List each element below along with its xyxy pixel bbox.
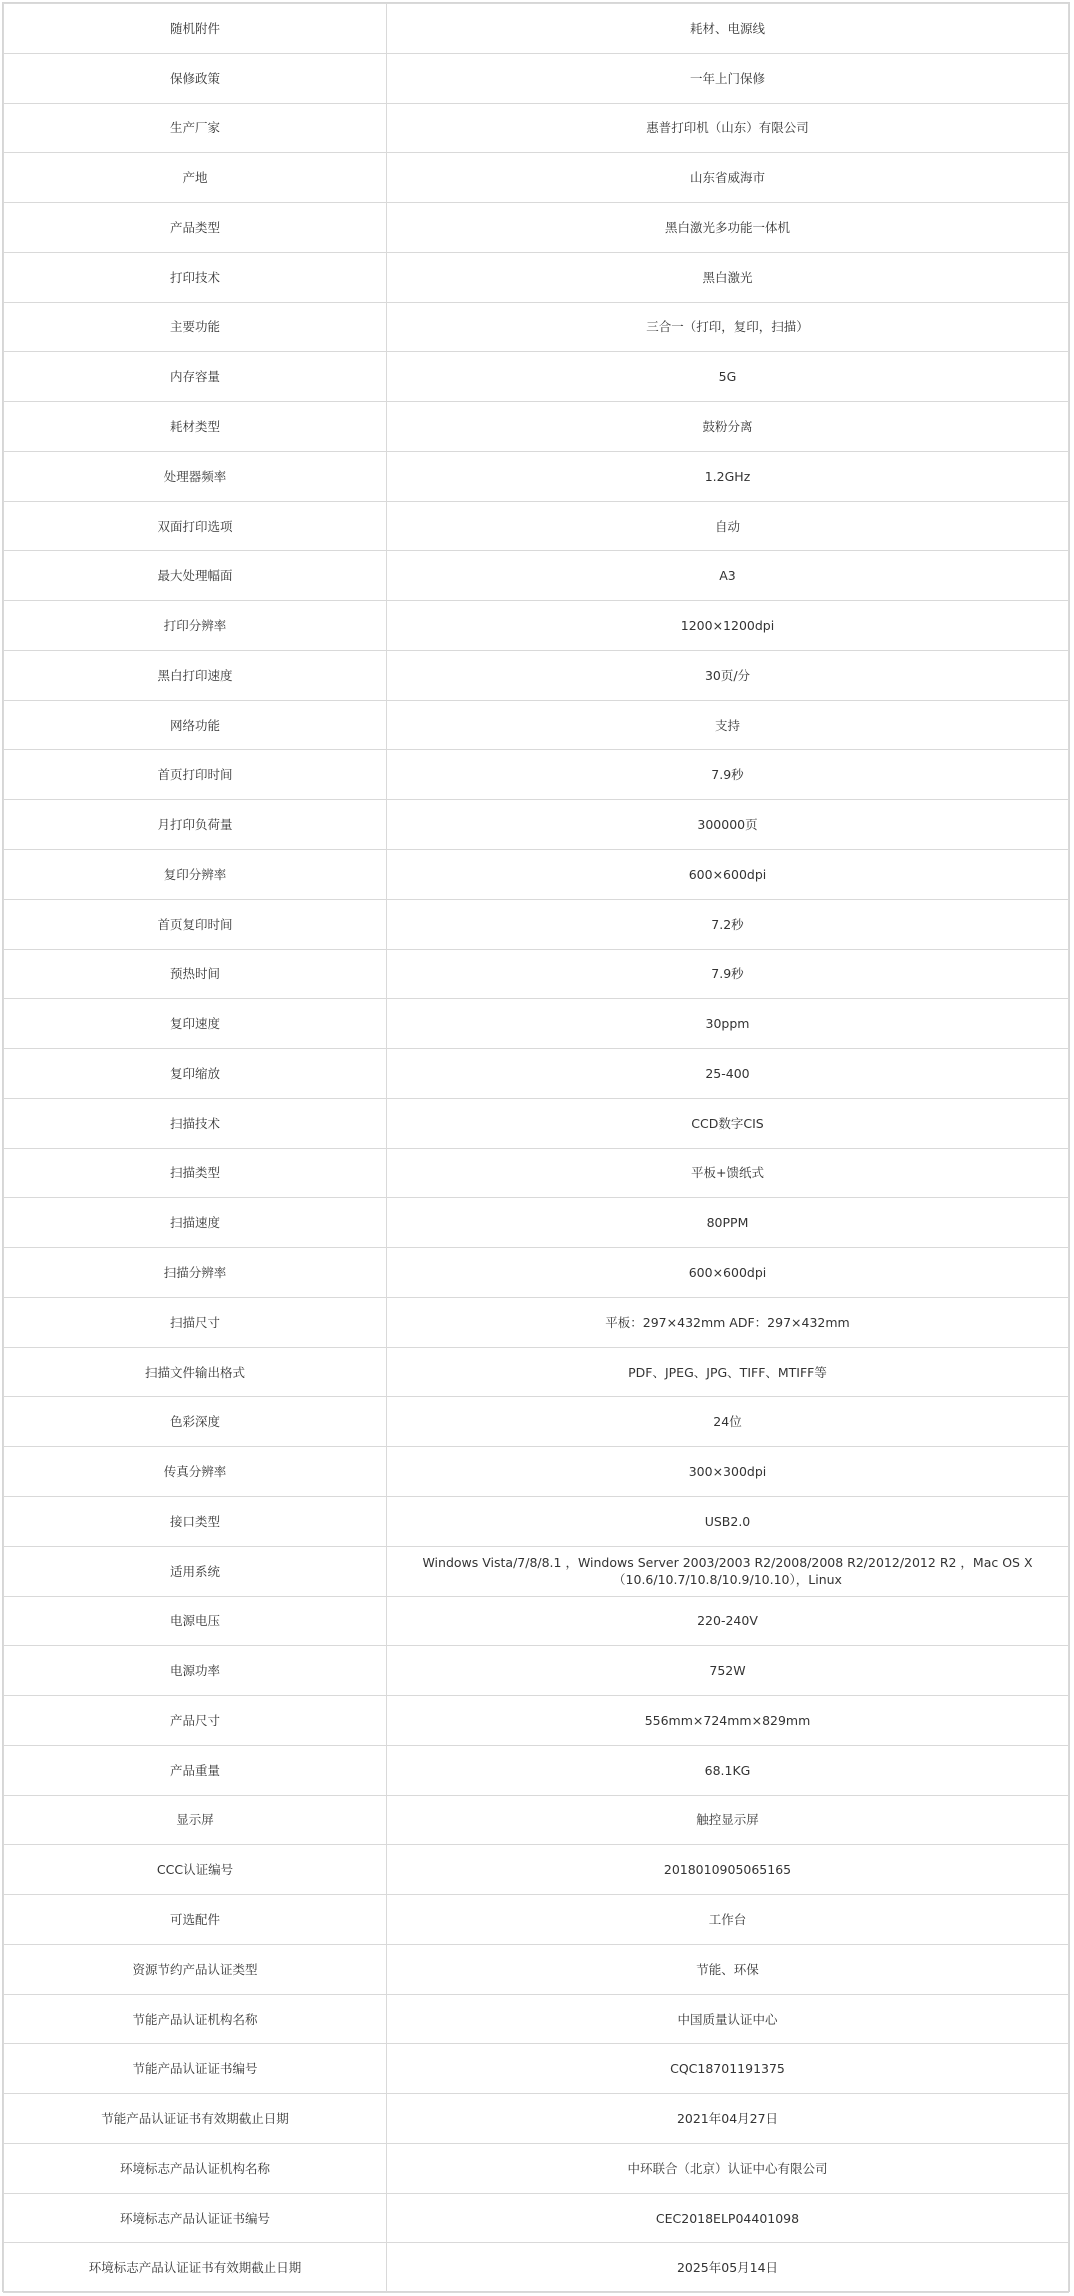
spec-label: 首页打印时间 bbox=[4, 750, 387, 800]
table-row bbox=[4, 1944, 1069, 1994]
spec-table-body bbox=[4, 4, 1069, 2293]
table-row bbox=[4, 1646, 1069, 1696]
spec-value: 1.2GHz bbox=[387, 451, 1069, 501]
spec-value: 30ppm bbox=[387, 999, 1069, 1049]
spec-value: 2018010905065165 bbox=[387, 1845, 1069, 1895]
spec-value: 24位 bbox=[387, 1397, 1069, 1447]
spec-label: 环境标志产品认证证书编号 bbox=[4, 2193, 387, 2243]
spec-value: 工作台 bbox=[387, 1895, 1069, 1945]
spec-label: 预热时间 bbox=[4, 949, 387, 999]
spec-table bbox=[3, 3, 1069, 2293]
spec-value: 1200×1200dpi bbox=[387, 601, 1069, 651]
spec-label: 打印分辨率 bbox=[4, 601, 387, 651]
spec-value: 中国质量认证中心 bbox=[387, 1994, 1069, 2044]
spec-label: 传真分辨率 bbox=[4, 1447, 387, 1497]
spec-value: 556mm×724mm×829mm bbox=[387, 1696, 1069, 1746]
spec-value: 600×600dpi bbox=[387, 850, 1069, 900]
spec-value: 7.2秒 bbox=[387, 899, 1069, 949]
table-row bbox=[4, 1098, 1069, 1148]
spec-label: 产品重量 bbox=[4, 1745, 387, 1795]
table-row bbox=[4, 750, 1069, 800]
spec-label: 生产厂家 bbox=[4, 103, 387, 153]
spec-value: 220-240V bbox=[387, 1596, 1069, 1646]
table-row bbox=[4, 1447, 1069, 1497]
table-row bbox=[4, 352, 1069, 402]
spec-value: 7.9秒 bbox=[387, 750, 1069, 800]
table-row bbox=[4, 700, 1069, 750]
table-row bbox=[4, 949, 1069, 999]
table-row bbox=[4, 1198, 1069, 1248]
spec-label: 可选配件 bbox=[4, 1895, 387, 1945]
spec-value: USB2.0 bbox=[387, 1496, 1069, 1546]
spec-label: 环境标志产品认证证书有效期截止日期 bbox=[4, 2243, 387, 2293]
spec-label: 扫描文件输出格式 bbox=[4, 1347, 387, 1397]
spec-value: 山东省威海市 bbox=[387, 153, 1069, 203]
spec-value: 触控显示屏 bbox=[387, 1795, 1069, 1845]
spec-label: 月打印负荷量 bbox=[4, 800, 387, 850]
spec-label: 黑白打印速度 bbox=[4, 650, 387, 700]
spec-label: 产品类型 bbox=[4, 203, 387, 253]
spec-label: 显示屏 bbox=[4, 1795, 387, 1845]
spec-value: 300×300dpi bbox=[387, 1447, 1069, 1497]
table-row bbox=[4, 1546, 1069, 1596]
table-row bbox=[4, 2243, 1069, 2293]
spec-value: 600×600dpi bbox=[387, 1248, 1069, 1298]
table-row bbox=[4, 1397, 1069, 1447]
table-row bbox=[4, 53, 1069, 103]
table-row bbox=[4, 800, 1069, 850]
spec-label: 网络功能 bbox=[4, 700, 387, 750]
spec-value: 三合一（打印，复印，扫描） bbox=[387, 302, 1069, 352]
table-row bbox=[4, 1347, 1069, 1397]
table-row bbox=[4, 1248, 1069, 1298]
table-row bbox=[4, 103, 1069, 153]
table-row bbox=[4, 601, 1069, 651]
spec-label: 资源节约产品认证类型 bbox=[4, 1944, 387, 1994]
spec-label: 打印技术 bbox=[4, 252, 387, 302]
spec-label: 产品尺寸 bbox=[4, 1696, 387, 1746]
table-row bbox=[4, 1596, 1069, 1646]
spec-value: 中环联合（北京）认证中心有限公司 bbox=[387, 2143, 1069, 2193]
table-row bbox=[4, 501, 1069, 551]
table-row bbox=[4, 1496, 1069, 1546]
table-row bbox=[4, 2094, 1069, 2144]
spec-label: 处理器频率 bbox=[4, 451, 387, 501]
spec-value: 黑白激光 bbox=[387, 252, 1069, 302]
spec-label: 扫描类型 bbox=[4, 1148, 387, 1198]
table-row bbox=[4, 252, 1069, 302]
spec-value: CCD数字CIS bbox=[387, 1098, 1069, 1148]
table-row bbox=[4, 1696, 1069, 1746]
spec-label: 首页复印时间 bbox=[4, 899, 387, 949]
spec-label: 扫描尺寸 bbox=[4, 1297, 387, 1347]
spec-label: 内存容量 bbox=[4, 352, 387, 402]
spec-value: 2021年04月27日 bbox=[387, 2094, 1069, 2144]
spec-label: 电源电压 bbox=[4, 1596, 387, 1646]
table-row bbox=[4, 650, 1069, 700]
table-row bbox=[4, 451, 1069, 501]
table-row bbox=[4, 1895, 1069, 1945]
spec-label: 扫描技术 bbox=[4, 1098, 387, 1148]
spec-value: 7.9秒 bbox=[387, 949, 1069, 999]
table-row bbox=[4, 899, 1069, 949]
table-row bbox=[4, 1049, 1069, 1099]
spec-value: 惠普打印机（山东）有限公司 bbox=[387, 103, 1069, 153]
table-row bbox=[4, 402, 1069, 452]
table-row bbox=[4, 302, 1069, 352]
table-row bbox=[4, 1297, 1069, 1347]
spec-table-container bbox=[2, 2, 1070, 2292]
table-row bbox=[4, 1994, 1069, 2044]
spec-value: Windows Vista/7/8/8.1 ，Windows Server 2003/2003 R2/2008/2008 R2/2012/2012 R2 ，Mac OS X （10.6/10.7/10.8/10.9/10.10），Linux bbox=[387, 1546, 1069, 1596]
table-row bbox=[4, 1148, 1069, 1198]
spec-label: CCC认证编号 bbox=[4, 1845, 387, 1895]
table-row bbox=[4, 2143, 1069, 2193]
table-row bbox=[4, 1745, 1069, 1795]
table-row bbox=[4, 153, 1069, 203]
spec-label: 接口类型 bbox=[4, 1496, 387, 1546]
spec-label: 复印分辨率 bbox=[4, 850, 387, 900]
spec-label: 保修政策 bbox=[4, 53, 387, 103]
table-row bbox=[4, 4, 1069, 54]
table-row bbox=[4, 850, 1069, 900]
table-row bbox=[4, 2193, 1069, 2243]
spec-label: 环境标志产品认证机构名称 bbox=[4, 2143, 387, 2193]
spec-value: 自动 bbox=[387, 501, 1069, 551]
spec-value: 300000页 bbox=[387, 800, 1069, 850]
spec-label: 电源功率 bbox=[4, 1646, 387, 1696]
spec-value: 节能、环保 bbox=[387, 1944, 1069, 1994]
spec-label: 色彩深度 bbox=[4, 1397, 387, 1447]
spec-label: 随机附件 bbox=[4, 4, 387, 54]
spec-value: 25-400 bbox=[387, 1049, 1069, 1099]
table-row bbox=[4, 1845, 1069, 1895]
table-row bbox=[4, 203, 1069, 253]
spec-value: A3 bbox=[387, 551, 1069, 601]
spec-label: 主要功能 bbox=[4, 302, 387, 352]
spec-label: 适用系统 bbox=[4, 1546, 387, 1596]
spec-value: 5G bbox=[387, 352, 1069, 402]
spec-label: 复印缩放 bbox=[4, 1049, 387, 1099]
table-row bbox=[4, 999, 1069, 1049]
spec-value: CEC2018ELP04401098 bbox=[387, 2193, 1069, 2243]
spec-value: 68.1KG bbox=[387, 1745, 1069, 1795]
spec-value: CQC18701191375 bbox=[387, 2044, 1069, 2094]
spec-label: 节能产品认证证书编号 bbox=[4, 2044, 387, 2094]
spec-label: 产地 bbox=[4, 153, 387, 203]
spec-label: 扫描分辨率 bbox=[4, 1248, 387, 1298]
spec-label: 耗材类型 bbox=[4, 402, 387, 452]
spec-label: 复印速度 bbox=[4, 999, 387, 1049]
spec-value: 支持 bbox=[387, 700, 1069, 750]
spec-label: 节能产品认证证书有效期截止日期 bbox=[4, 2094, 387, 2144]
spec-value: 2025年05月14日 bbox=[387, 2243, 1069, 2293]
spec-value: 30页/分 bbox=[387, 650, 1069, 700]
spec-value: 黑白激光多功能一体机 bbox=[387, 203, 1069, 253]
spec-label: 双面打印选项 bbox=[4, 501, 387, 551]
spec-value: 80PPM bbox=[387, 1198, 1069, 1248]
spec-value: 耗材、电源线 bbox=[387, 4, 1069, 54]
spec-value: PDF、JPEG、JPG、TIFF、MTIFF等 bbox=[387, 1347, 1069, 1397]
spec-value: 752W bbox=[387, 1646, 1069, 1696]
spec-label: 最大处理幅面 bbox=[4, 551, 387, 601]
spec-value: 平板+馈纸式 bbox=[387, 1148, 1069, 1198]
table-row bbox=[4, 1795, 1069, 1845]
spec-value: 鼓粉分离 bbox=[387, 402, 1069, 452]
spec-label: 扫描速度 bbox=[4, 1198, 387, 1248]
table-row bbox=[4, 551, 1069, 601]
spec-label: 节能产品认证机构名称 bbox=[4, 1994, 387, 2044]
table-row bbox=[4, 2044, 1069, 2094]
spec-value: 平板：297×432mm ADF：297×432mm bbox=[387, 1297, 1069, 1347]
spec-value: 一年上门保修 bbox=[387, 53, 1069, 103]
